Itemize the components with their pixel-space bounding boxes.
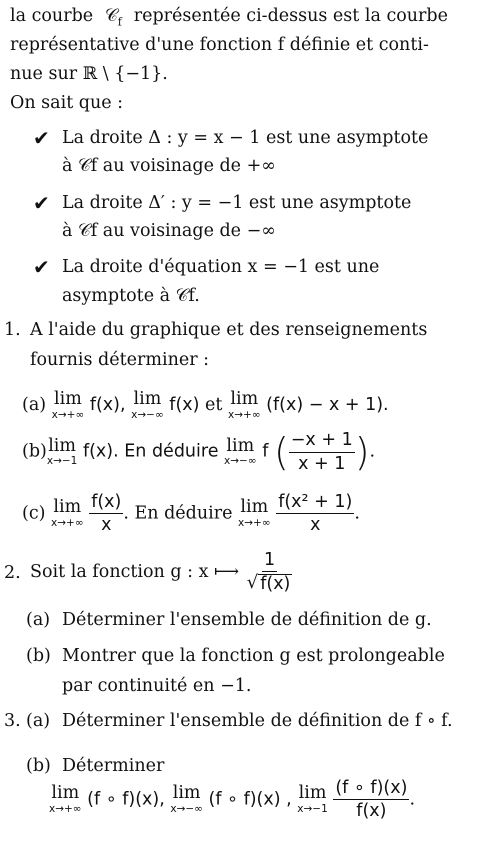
sqrt-symbol: √ f(x) (246, 572, 291, 595)
q1a-item: (a) lim x→+∞ f(x), lim x→−∞ f(x) et lim x→+∞ (f(x) − x + 1). (22, 389, 389, 421)
q1-number: 1. (4, 320, 21, 340)
limit: lim x→−1 (297, 783, 328, 815)
limit: lim x→+∞ (228, 389, 261, 421)
bullet-3-line-2: asymptote à 𝒞f. (62, 286, 200, 306)
bullet-1-line-2: à 𝒞f au voisinage de +∞ (62, 156, 276, 176)
q3b-text: Déterminer (62, 756, 165, 776)
bullet-2-line-1: La droite Δ′ : y = −1 est une asymptote (62, 193, 412, 213)
check-icon: ✔ (33, 255, 50, 279)
q3b-label: (b) (26, 756, 51, 776)
limit: lim x→+∞ (51, 497, 84, 529)
intro-line-4: On sait que : (10, 93, 124, 113)
q3a-text: Déterminer l'ensemble de définition de f ∘ f. (62, 711, 453, 731)
fraction: $\frac{\text{f(x² + 1)}}{x}$ (278, 492, 353, 536)
bullet-1-line-1: La droite Δ : y = x − 1 est une asymptote (62, 128, 429, 148)
q1-line-2: fournis déterminer : (30, 350, 210, 370)
q2-line-1: Soit la fonction g : x ⟼ 1 √ f(x) (30, 551, 294, 594)
q2b-line-1: Montrer que la fonction g est prolongeable (62, 646, 445, 666)
intro-line-3: nue sur ℝ \ {−1}. (10, 64, 168, 84)
limit: lim x→−∞ (224, 435, 257, 467)
fraction: $\frac{-x + 1}{x + 1}$ (290, 430, 353, 474)
fraction: 1 √ f(x) (246, 550, 291, 595)
check-icon: ✔ (33, 126, 50, 150)
q1b-item: (b) lim x→−1 f(x). En déduire lim x→−∞ f ( $\frac{-x + 1}{x + 1}$ ). (22, 430, 376, 474)
bullet-2-line-2: à 𝒞f au voisinage de −∞ (62, 221, 276, 241)
q2a-text: Déterminer l'ensemble de définition de g. (62, 610, 432, 630)
limit: lim x→+∞ (51, 389, 85, 421)
limit: lim x→−∞ (170, 783, 203, 815)
intro-line-2: représentative d'une fonction f définie et conti- (10, 35, 429, 55)
fraction: $\frac{f(x)}{x}$ (91, 492, 122, 536)
q2b-line-2: par continuité en −1. (62, 676, 252, 696)
q1c-item: (c) lim x→+∞ $\frac{f(x)}{x}$ . En déduire lim x→+∞ $\frac{\text{f(x² + 1)}}{x}$ . (22, 492, 360, 536)
q1-line-1: A l'aide du graphique et des renseignements (30, 320, 428, 340)
q2-number: 2. (4, 563, 21, 583)
q2a-label: (a) (26, 610, 51, 630)
limit: lim x→+∞ (238, 497, 271, 529)
limit: lim x→+∞ (49, 783, 82, 815)
check-icon: ✔ (33, 191, 50, 215)
intro-line-1: la courbe 𝒞$_f$ représentée ci-dessus est la courbe (10, 6, 448, 29)
q3-number: 3. (4, 711, 21, 731)
q3a-label: (a) (26, 711, 51, 731)
fraction: $\frac{(f \circ f)(x)}{f(x)}$ (335, 778, 408, 822)
bullet-3-line-1: La droite d'équation x = −1 est une (62, 257, 380, 277)
limit: lim x→−∞ (131, 389, 164, 421)
q2b-label: (b) (26, 646, 51, 666)
limit: lim x→−1 (46, 435, 78, 467)
q3b-limits: lim x→+∞ (f ∘ f)(x), lim x→−∞ (f ∘ f)(x) , lim x→−1 $\frac{(f \circ f)(x)}{f(x)}$ . (49, 778, 416, 822)
